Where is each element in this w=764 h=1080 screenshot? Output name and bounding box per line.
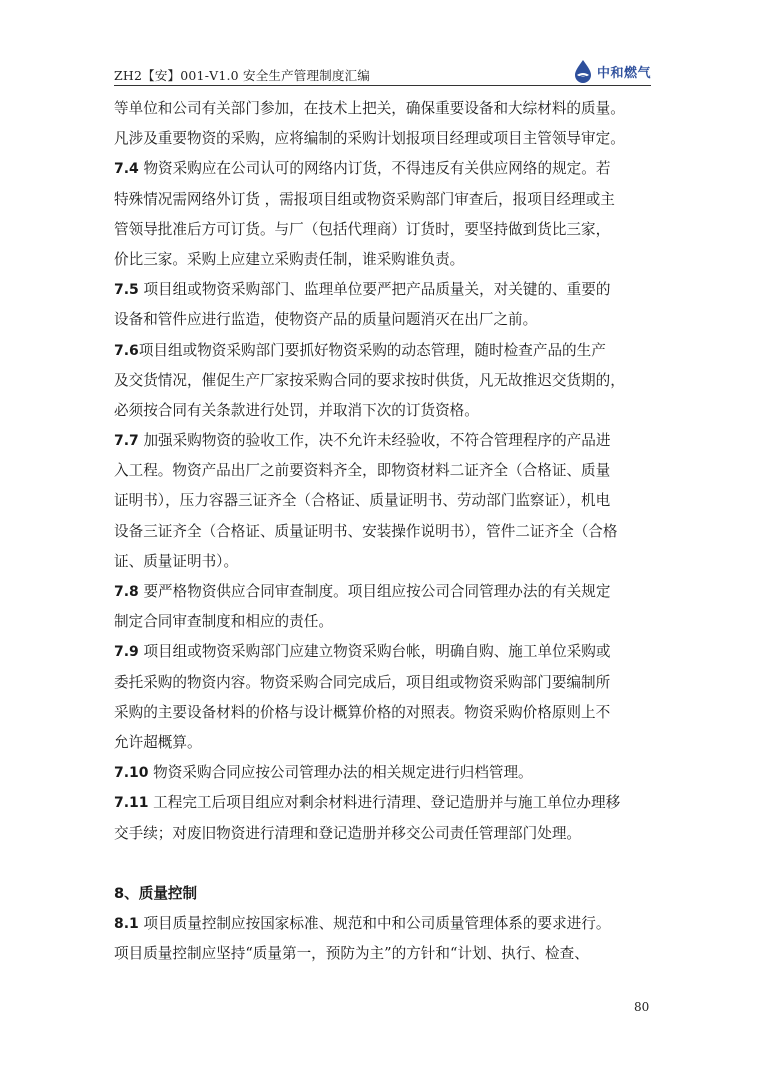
body-line	[114, 758, 654, 788]
clause-number: 7.11	[114, 795, 149, 812]
clause-text: 允许超概算。	[114, 733, 202, 751]
clause-number: 7.8	[114, 584, 139, 600]
clause-text: 制定合同审查制度和相应的责任。	[114, 613, 333, 631]
logo-text: 中和燃气	[596, 65, 651, 81]
clause-text: 交手续；对废旧物资进行清理和登记造册并移交公司责任管理部门处理。	[114, 824, 582, 842]
clause-number: 7.5	[114, 282, 139, 299]
page-header	[114, 52, 651, 92]
clause-text: 入工程。物资产品出厂之前要资料齐全，即物资材料二证齐全（合格证、质量	[114, 462, 611, 480]
clause-text: 物资采购应在公司认可的网络内订货，不得违反有关供应网络的规定。若	[138, 160, 611, 178]
clause-text: 证明书），压力容器三证齐全（合格证、质量证明书、劳动部门监察证），机电	[114, 492, 611, 510]
body-line	[114, 939, 654, 969]
clause-text: 采购的主要设备材料的价格与设计概算价格的对照表。物资采购价格原则上不	[114, 703, 611, 721]
body-line	[114, 94, 654, 124]
clause-number: 7.6	[114, 342, 139, 359]
clause-text: 凡涉及重要物资的采购，应将编制的采购计划报项目经理或项目主管领导审定。	[114, 130, 625, 148]
body-line	[114, 185, 654, 215]
clause-number: 7.9	[114, 644, 139, 661]
clause-number: 7.10	[114, 765, 149, 782]
clause-text: 项目质量控制应按国家标准、规范和中和公司质量管理体系的要求进行。	[138, 914, 611, 932]
section-spacer	[114, 849, 654, 879]
clause-text: 等单位和公司有关部门参加，在技术上把关，确保重要设备和大综材料的质量。	[114, 100, 625, 117]
body-line	[114, 396, 654, 426]
clause-text: 特殊情况需网络外订货 ，需报项目组或物资采购部门审查后，报项目经理或主	[114, 190, 615, 208]
clause-text: 工程完工后项目组应对剩余材料进行清理、登记造册并与施工单位办理移	[148, 794, 621, 812]
body-line	[114, 909, 654, 939]
document-body	[114, 94, 654, 969]
body-line	[114, 426, 654, 456]
clause-text: 要严格物资供应合同审查制度。项目组应按公司合同管理办法的有关规定	[138, 583, 611, 600]
clause-text: 加强采购物资的验收工作，决不允许未经验收，不符合管理程序的产品进	[138, 432, 611, 450]
clause-text: 管领导批准后方可订货。与厂（包括代理商）订货时，要坚持做到货比三家，	[114, 220, 611, 238]
clause-text: 设备和管件应进行监造，使物资产品的质量问题消灭在出厂之前。	[114, 311, 538, 329]
body-line	[114, 668, 654, 698]
clause-text: 委托采购的物资内容。物资采购合同完成后，项目组或物资采购部门要编制所	[114, 673, 611, 691]
company-logo	[572, 58, 651, 84]
body-line	[114, 215, 654, 245]
body-line	[114, 154, 654, 184]
body-line	[114, 698, 654, 728]
body-line	[114, 275, 654, 305]
body-line	[114, 577, 654, 607]
section-heading: 8、质量控制	[114, 884, 198, 902]
body-line	[114, 607, 654, 637]
body-line	[114, 819, 654, 849]
flame-drop-logo-icon	[572, 59, 594, 83]
body-line	[114, 456, 654, 486]
body-line	[114, 547, 654, 577]
header-divider	[114, 85, 651, 86]
clause-text: 设备三证齐全（合格证、质量证明书、安装操作说明书），管件二证齐全（合格	[114, 522, 618, 540]
body-line	[114, 336, 654, 366]
clause-number: 7.7	[114, 433, 139, 450]
body-line	[114, 124, 654, 154]
clause-text: 项目质量控制应坚持“质量第一，预防为主”的方针和“计划、执行、检查、	[114, 945, 589, 963]
clause-text: 项目组或物资采购部门应建立物资采购台帐，明确自购、施工单位采购或	[138, 643, 611, 661]
body-line	[114, 788, 654, 818]
page-number: 80	[634, 1000, 650, 1014]
body-line	[114, 728, 654, 758]
clause-text: 物资采购合同应按公司管理办法的相关规定进行归档管理。	[148, 764, 533, 782]
clause-text: 证、质量证明书）。	[114, 552, 239, 570]
body-line	[114, 366, 654, 396]
clause-text: 及交货情况，催促生产厂家按采购合同的要求按时供货，凡无故推迟交货期的，	[114, 371, 625, 389]
body-line	[114, 486, 654, 516]
clause-text: 必须按合同有关条款进行处罚，并取消下次的订货资格。	[114, 401, 479, 419]
clause-number: 8.1	[114, 915, 139, 932]
body-line	[114, 517, 654, 547]
body-line	[114, 637, 654, 667]
document-code-title: ZH2【安】001-V1.0 安全生产管理制度汇编	[114, 68, 371, 83]
clause-text: 项目组或物资采购部门、监理单位要严把产品质量关，对关键的、重要的	[138, 281, 611, 299]
body-line	[114, 245, 654, 275]
clause-text: 价比三家。采购上应建立采购责任制，谁采购谁负责。	[114, 250, 465, 268]
clause-number: 7.4	[114, 161, 139, 178]
clause-text: 项目组或物资采购部门要抓好物资采购的动态管理，随时检查产品的生产	[138, 341, 606, 359]
body-line	[114, 305, 654, 335]
